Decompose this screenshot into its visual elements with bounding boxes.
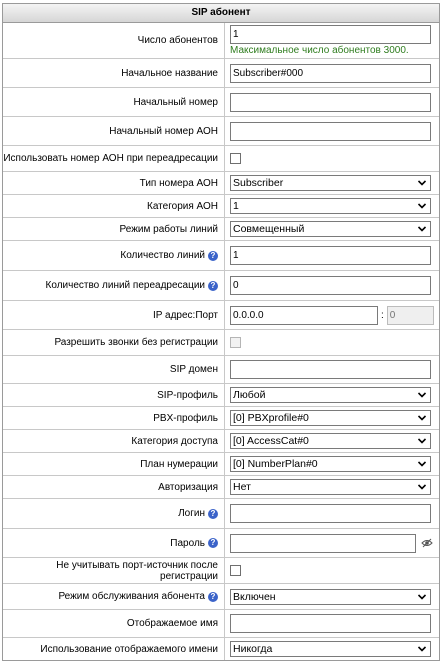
aon-category-value: 1 [233,200,239,212]
question-icon[interactable]: ? [208,281,218,291]
row-aon-category [3,195,439,218]
question-icon[interactable]: ? [208,592,218,602]
pbx-profile-label: PBX-профиль [3,407,225,429]
initial-name-label: Начальное название [3,59,225,87]
chevron-down-icon [418,460,426,468]
chevron-down-icon [418,414,426,422]
row-numbering-plan [3,453,439,476]
ip-port-separator: : [381,309,384,321]
row-subscriber-count [3,23,439,59]
numbering-plan-value: [0] NumberPlan#0 [233,458,318,470]
display-name-label: Отображаемое имя [3,610,225,637]
use-aon-forward-label: Использовать номер АОН при переадресации [3,146,225,171]
allow-unregistered-checkbox[interactable] [230,337,241,348]
login-label: Логин [178,508,205,519]
sip-profile-label: SIP-профиль [3,384,225,406]
password-input[interactable] [230,534,416,553]
service-mode-label-cell [3,584,225,609]
numbering-plan-select[interactable] [230,456,431,472]
display-name-input[interactable] [230,614,431,633]
authorization-label: Авторизация [3,476,225,498]
display-name-usage-label: Использование отображаемого имени [3,638,225,660]
row-ip-port [3,301,439,330]
line-mode-label: Режим работы линий [3,218,225,240]
chevron-down-icon [418,483,426,491]
aon-category-label: Категория АОН [3,195,225,217]
pbx-profile-select[interactable] [230,410,431,426]
numbering-plan-label: План нумерации [3,453,225,475]
ignore-source-port-label: Не учитывать порт-источник после регистрации [3,558,225,583]
line-count-label: Количество линий [120,250,205,261]
initial-aon-number-label: Начальный номер АОН [3,117,225,145]
subscriber-count-hint: Максимальное число абонентов 3000. [230,45,409,56]
chevron-down-icon [418,593,426,601]
aon-type-value: Subscriber [233,177,284,189]
initial-name-input[interactable] [230,64,431,83]
line-count-input[interactable] [230,246,431,265]
sip-domain-label: SIP домен [3,356,225,383]
initial-number-label: Начальный номер [3,88,225,116]
ip-address-input[interactable] [230,306,378,325]
access-category-value: [0] AccessCat#0 [233,435,309,447]
sip-domain-input[interactable] [230,360,431,379]
row-service-mode [3,584,439,610]
login-input[interactable] [230,504,431,523]
subscriber-count-label: Число абонентов [3,23,225,58]
row-line-count [3,241,439,271]
subscriber-count-input[interactable] [230,25,431,44]
line-mode-value: Совмещенный [233,223,305,235]
row-pbx-profile [3,407,439,430]
row-initial-aon-number [3,117,439,146]
row-login [3,499,439,529]
question-icon[interactable]: ? [208,538,218,548]
aon-type-select[interactable] [230,175,431,191]
row-use-aon-forward [3,146,439,172]
row-aon-type [3,172,439,195]
sip-profile-value: Любой [233,389,266,401]
chevron-down-icon [418,437,426,445]
password-label: Пароль [170,537,205,549]
port-input[interactable] [387,306,434,325]
access-category-select[interactable] [230,433,431,449]
service-mode-label: Режим обслуживания абонента [58,591,205,602]
initial-aon-number-input[interactable] [230,122,431,141]
row-allow-unregistered [3,330,439,356]
row-access-category [3,430,439,453]
ip-port-label: IP адрес:Порт [3,301,225,329]
forward-line-count-label-cell [3,271,225,300]
chevron-down-icon [418,179,426,187]
row-display-name-usage [3,638,439,660]
ignore-source-port-checkbox[interactable] [230,565,241,576]
panel-title: SIP абонент [3,4,439,23]
initial-number-input[interactable] [230,93,431,112]
password-label-cell [3,529,225,557]
forward-line-count-label: Количество линий переадресации [45,280,205,291]
question-icon[interactable]: ? [208,251,218,261]
chevron-down-icon [418,202,426,210]
access-category-label: Категория доступа [3,430,225,452]
use-aon-forward-checkbox[interactable] [230,153,241,164]
chevron-down-icon [418,391,426,399]
row-initial-name [3,59,439,88]
eye-icon[interactable] [421,538,433,548]
allow-unregistered-label: Разрешить звонки без регистрации [3,330,225,355]
display-name-usage-select[interactable] [230,641,431,657]
authorization-value: Нет [233,481,251,493]
chevron-down-icon [418,225,426,233]
aon-category-select[interactable] [230,198,431,214]
pbx-profile-value: [0] PBXprofile#0 [233,412,309,424]
line-count-label-cell [3,241,225,270]
question-icon[interactable]: ? [208,509,218,519]
row-ignore-source-port [3,558,439,584]
aon-type-label: Тип номера АОН [3,172,225,194]
authorization-select[interactable] [230,479,431,495]
row-line-mode [3,218,439,241]
row-sip-domain [3,356,439,384]
service-mode-value: Включен [233,590,276,603]
row-display-name [3,610,439,638]
display-name-usage-value: Никогда [233,643,273,655]
chevron-down-icon [418,645,426,653]
row-initial-number [3,88,439,117]
row-forward-line-count [3,271,439,301]
line-mode-select[interactable] [230,221,431,237]
sip-profile-select[interactable] [230,387,431,403]
forward-line-count-input[interactable] [230,276,431,295]
row-password [3,529,439,558]
service-mode-select[interactable] [230,589,431,605]
row-sip-profile [3,384,439,407]
login-label-cell [3,499,225,528]
sip-subscriber-panel [2,3,440,661]
row-authorization [3,476,439,499]
